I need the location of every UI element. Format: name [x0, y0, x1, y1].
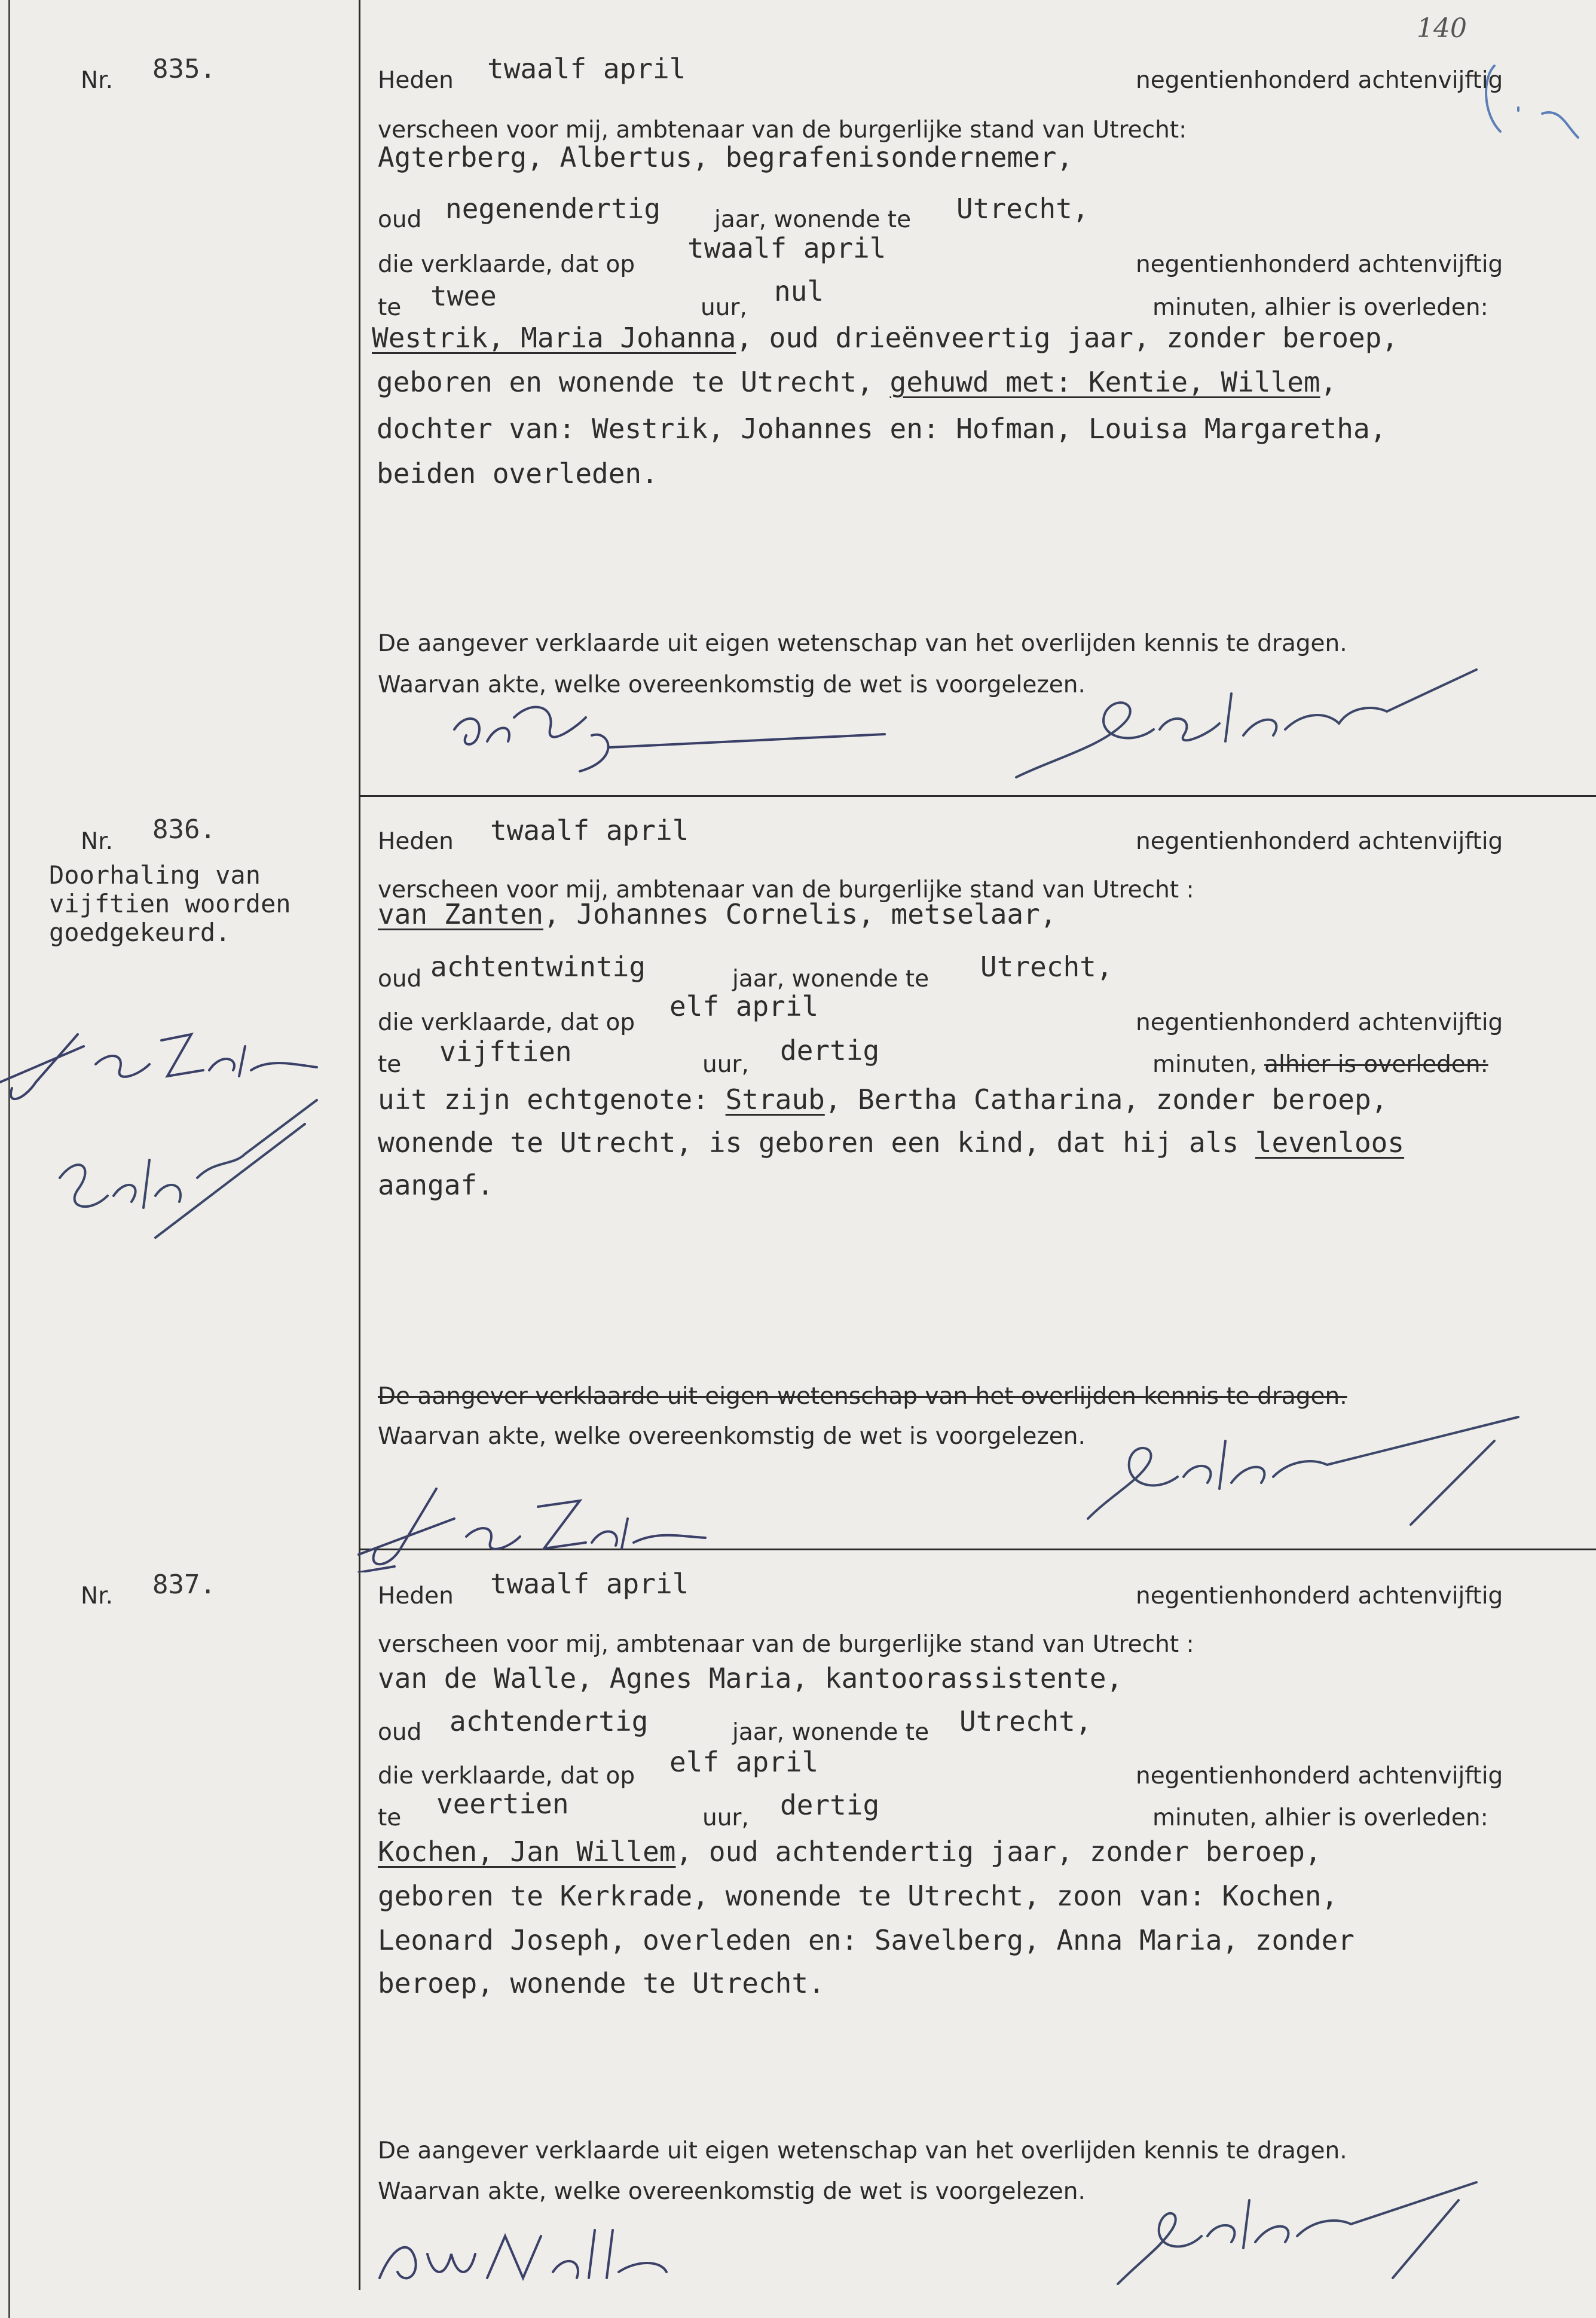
official-signature	[1076, 1405, 1530, 1537]
spouse: gehuwd met: Kentie, Willem	[889, 366, 1320, 398]
body-line-1: Kochen, Jan Willem, oud achtendertig jaar, zonder beroep,	[378, 1836, 1322, 1868]
margin-signature-official	[54, 1088, 335, 1244]
column-divider	[359, 0, 360, 2290]
deceased-name: Westrik, Maria Johanna	[372, 322, 736, 354]
registration-date: twaalf april	[490, 1568, 689, 1600]
margin-mark-icon	[1476, 42, 1596, 149]
levenloos: levenloos	[1255, 1126, 1405, 1159]
declarant-signature	[347, 1465, 741, 1572]
declarant-residence: Utrecht,	[956, 193, 1089, 225]
te-label: te	[378, 294, 402, 321]
event-minute: nul	[774, 275, 824, 307]
heden-label: Heden	[378, 828, 454, 855]
body-line-1: uit zijn echtgenote: Straub, Bertha Catharina, zonder beroep,	[378, 1083, 1388, 1116]
mother-surname: Straub	[725, 1083, 825, 1116]
verklaarde-label: die verklaarde, dat op	[378, 1763, 635, 1789]
event-hour: veertien	[436, 1788, 569, 1820]
declarant-age: achtentwintig	[430, 951, 646, 983]
waarvan-statement: Waarvan akte, welke overeenkomstig de wet is voorgelezen.	[378, 671, 1086, 698]
waarvan-statement: Waarvan akte, welke overeenkomstig de wet is voorgelezen.	[378, 2178, 1086, 2205]
event-date: elf april	[669, 1746, 819, 1778]
registration-year: negentienhonderd achtenvijftig	[1136, 1583, 1503, 1610]
declarant-age: achtendertig	[450, 1705, 649, 1737]
margin-note: Doorhaling van vijftien woorden goedgekeurd.	[49, 860, 291, 947]
official-signature	[1106, 2164, 1488, 2296]
event-date: twaalf april	[687, 232, 886, 264]
event-hour: twee	[430, 280, 497, 312]
te-label: te	[378, 1804, 402, 1831]
minuten-label: minuten, alhier is overleden:	[1152, 1804, 1488, 1831]
verklaarde-label: die verklaarde, dat op	[378, 251, 635, 278]
declarant-residence: Utrecht,	[980, 951, 1113, 983]
deceased-name: Kochen, Jan Willem	[378, 1836, 676, 1868]
event-year: negentienhonderd achtenvijftig	[1136, 251, 1503, 278]
entry-number: 837.	[152, 1569, 216, 1600]
body-line-2: geboren en wonende te Utrecht, gehuwd met: Kentie, Willem,	[377, 366, 1337, 398]
event-hour: vijftien	[439, 1036, 572, 1068]
body-line-3: dochter van: Westrik, Johannes en: Hofman, Louisa Margaretha,	[377, 413, 1387, 445]
struck-overleden: alhier is overleden:	[1264, 1051, 1488, 1078]
te-label: te	[378, 1051, 402, 1078]
nr-label: Nr.	[81, 67, 114, 94]
official-signature	[1004, 658, 1494, 789]
entry-number: 836.	[152, 814, 216, 845]
oud-label: oud	[378, 206, 422, 233]
aangever-statement-struck: De aangever verklaarde uit eigen wetenschap van het overlijden kennis te dragen.	[378, 1383, 1347, 1410]
nr-label: Nr.	[81, 1583, 114, 1610]
event-date: elf april	[669, 990, 819, 1022]
verscheen-label: verscheen voor mij, ambtenaar van de burgerlijke stand van Utrecht :	[378, 1631, 1194, 1658]
left-margin-line	[8, 0, 10, 2318]
body-line-4: beiden overleden.	[377, 457, 658, 490]
event-minute: dertig	[780, 1789, 880, 1821]
aangever-statement: De aangever verklaarde uit eigen wetenschap van het overlijden kennis te dragen.	[378, 2137, 1347, 2164]
entry-number: 835.	[152, 54, 216, 84]
nr-label: Nr.	[81, 828, 114, 855]
jaar-wonende-label: jaar, wonende te	[714, 206, 912, 233]
registration-year: negentienhonderd achtenvijftig	[1136, 828, 1503, 855]
jaar-wonende-label: jaar, wonende te	[732, 1719, 930, 1746]
body-line-2: geboren te Kerkrade, wonende te Utrecht, zoon van: Kochen,	[378, 1880, 1338, 1912]
heden-label: Heden	[378, 1583, 454, 1610]
aangever-statement: De aangever verklaarde uit eigen wetenschap van het overlijden kennis te dragen.	[378, 630, 1347, 657]
minuten-label: minuten, alhier is overleden:	[1152, 1051, 1488, 1078]
body-line-2: wonende te Utrecht, is geboren een kind, dat hij als levenloos	[378, 1126, 1405, 1159]
declarant-age: negenendertig	[445, 193, 661, 225]
heden-label: Heden	[378, 67, 454, 94]
body-line-3: Leonard Joseph, overleden en: Savelberg, Anna Maria, zonder	[378, 1924, 1355, 1956]
declarant-signature	[442, 694, 909, 777]
page-number: 140	[1417, 13, 1467, 44]
body-line-1: Westrik, Maria Johanna, oud drieënveertig jaar, zonder beroep,	[372, 322, 1399, 354]
oud-label: oud	[378, 1719, 422, 1746]
event-year: negentienhonderd achtenvijftig	[1136, 1763, 1503, 1789]
registration-date: twaalf april	[490, 814, 689, 847]
declarant: Agterberg, Albertus, begrafenisondernemer,	[378, 141, 1074, 173]
oud-label: oud	[378, 966, 422, 992]
declarant-signature	[368, 2212, 678, 2296]
verscheen-label: verscheen voor mij, ambtenaar van de burgerlijke stand van Utrecht :	[378, 876, 1194, 903]
entry-separator-1	[359, 795, 1596, 797]
registration-date: twaalf april	[487, 53, 686, 85]
registration-year: negentienhonderd achtenvijftig	[1136, 67, 1503, 94]
declarant: van de Walle, Agnes Maria, kantoorassistente,	[378, 1662, 1123, 1694]
minuten-label: minuten, alhier is overleden:	[1152, 294, 1488, 321]
waarvan-statement: Waarvan akte, welke overeenkomstig de wet is voorgelezen.	[378, 1423, 1086, 1450]
uur-label: uur,	[702, 1051, 749, 1078]
verscheen-label: verscheen voor mij, ambtenaar van de burgerlijke stand van Utrecht:	[378, 117, 1187, 143]
declarant: van Zanten, Johannes Cornelis, metselaar,	[378, 898, 1057, 930]
uur-label: uur,	[702, 1804, 749, 1831]
declarant-residence: Utrecht,	[959, 1705, 1092, 1737]
body-line-3: aangaf.	[378, 1169, 494, 1201]
uur-label: uur,	[701, 294, 747, 321]
event-minute: dertig	[780, 1034, 880, 1067]
jaar-wonende-label: jaar, wonende te	[732, 966, 930, 992]
body-line-4: beroep, wonende te Utrecht.	[378, 1967, 825, 1999]
declarant-surname: van Zanten	[378, 898, 543, 930]
verklaarde-label: die verklaarde, dat op	[378, 1009, 635, 1036]
event-year: negentienhonderd achtenvijftig	[1136, 1009, 1503, 1036]
